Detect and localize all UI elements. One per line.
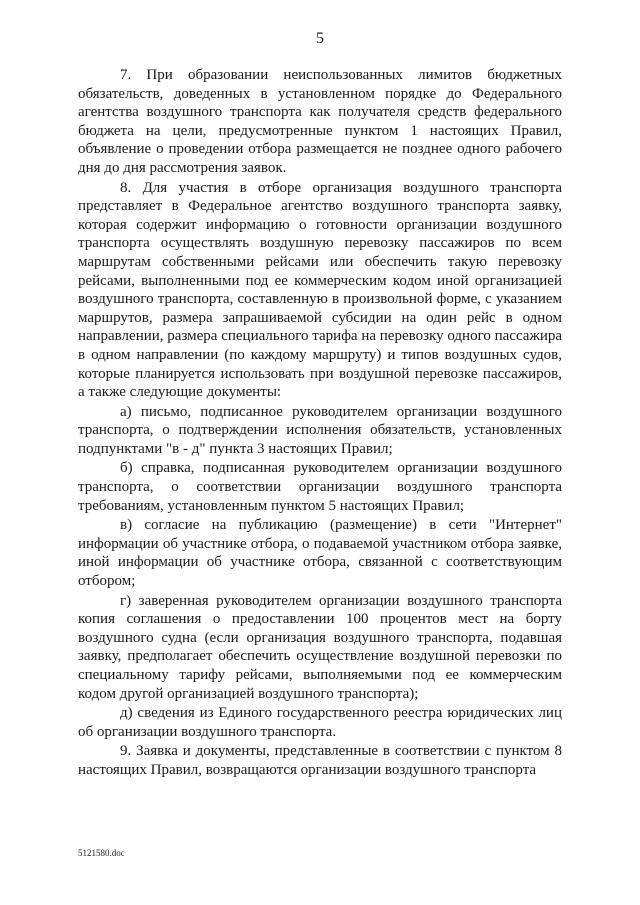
footer-document-code: 5121580.doc — [78, 848, 125, 858]
paragraph-8b: б) справка, подписанная руководителем организации воздушного транспорта, о соответствии организации воздушного транспорта требованиям, установленным пунктом 5 настоящих Правил; — [78, 460, 562, 514]
paragraph-8d: д) сведения из Единого государственного реестра юридических лиц об организации воздушного транспорта. — [78, 705, 562, 740]
paragraph-8a: а) письмо, подписанное руководителем организации воздушного транспорта, о подтверждении исполнения обязательств, установленных подпунктами "в - д" пункта 3 настоящих Правил; — [78, 403, 562, 457]
paragraph-8: 8. Для участия в отборе организация воздушного транспорта представляет в Федеральное агентство воздушного транспорта заявку, которая содержит информацию о готовности организации воздушного транспорта осуществлять воздушную перевозку пассажиров по всем маршрутам собственными рейсами или обеспечить такую перевозку рейсами, выполненными под ее коммерческим кодом иной организацией воздушного транспорта, составленную в произвольной форме, с указанием маршрутов, размера запрашиваемой субсидии на один рейс в одном направлении, размера специального тарифа на перевозку одного пассажира в одном направлении (по каждому маршруту) и типов воздушных судов, которые планируется использовать при воздушной перевозке пассажиров, а также следующие документы: — [78, 179, 562, 401]
paragraph-7: 7. При образовании неиспользованных лимитов бюджетных обязательств, доведенных в установленном порядке до Федерального агентства воздушного транспорта как получателя средств федерального бюджета на цели, предусмотренные пунктом 1 настоящих Правил, объявление о проведении отбора размещается не позднее одного рабочего дня до дня рассмотрения заявок. — [78, 67, 562, 176]
paragraph-8v: в) согласие на публикацию (размещение) в сети "Интернет" информации об участнике отбора, о подаваемой участником отбора заявке, иной информации об участнике отбора, связанной с соответствующим отбором; — [78, 517, 562, 590]
document-body — [78, 66, 562, 780]
paragraph-9: 9. Заявка и документы, представленные в соответствии с пунктом 8 настоящих Правил, возвращаются организации воздушного транспорта — [78, 743, 562, 778]
paragraph-8g: г) заверенная руководителем организации воздушного транспорта копия соглашения о предоставлении 100 процентов мест на борту воздушного судна (если организация воздушного транспорта, подавшая заявку, предполагает обеспечить осуществление воздушной перевозки по специальному тарифу рейсами, выполняемыми под ее коммерческим кодом другой организацией воздушного транспорта); — [78, 592, 562, 702]
page-number: 5 — [316, 30, 324, 47]
